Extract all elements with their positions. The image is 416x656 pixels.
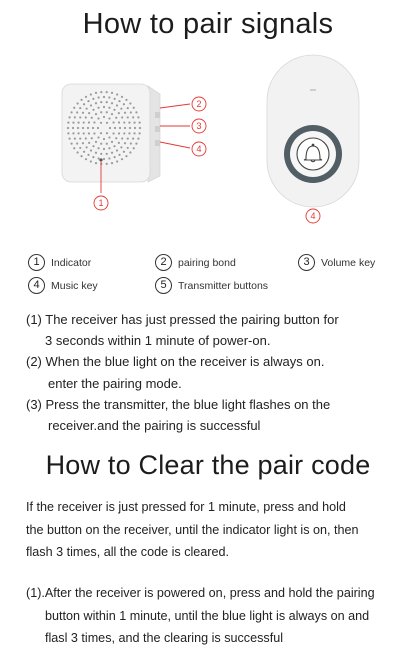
legend-pairing-bond: 2 pairing bond [155, 254, 236, 271]
legend-volume-key: 3 Volume key [298, 254, 375, 271]
indicator-dot [99, 158, 102, 161]
transmitter-button [297, 138, 329, 170]
callout-4: 4 [196, 144, 202, 154]
device-illustration [0, 50, 416, 235]
callout-3: 3 [196, 121, 202, 131]
pairing-steps: (1) The receiver has just pressed the pairing button for 3 seconds within 1 minute of power-on. (2) When the blue light on the receiver is always on. enter the pairing mode. (3) Press the transmitter, the blue light flashes on the receiver.and the pairing is successful [26, 309, 406, 436]
legend-music-key: 4 Music key [28, 277, 98, 294]
legend-transmitter-buttons: 5 Transmitter buttons [155, 277, 268, 294]
callout-2: 2 [196, 99, 202, 109]
callout-1: 1 [98, 198, 104, 208]
callout-5: 4 [310, 211, 316, 221]
pair-title: How to pair signals [82, 8, 334, 40]
clear-title: How to Clear the pair code [45, 450, 371, 480]
pair-step-2: (2) When the blue light on the receiver is always on. [26, 354, 325, 370]
legend-indicator: 1 Indicator [28, 254, 91, 271]
clear-instructions: If the receiver is just pressed for 1 minute, press and hold the button on the receiver, until the indicator light is on, then flash 3 times, all the code is cleared. [26, 500, 359, 559]
clear-step-1: (1).After the receiver is powered on, press and hold the pairing button within 1 minute, until the blue light is always on and flasl 3 times, and the clearing is successful [26, 586, 375, 645]
pair-step-3: (3) Press the transmitter, the blue light flashes on the [26, 396, 331, 412]
pair-step-1: (1) The receiver has just pressed the pairing button for [26, 312, 339, 327]
